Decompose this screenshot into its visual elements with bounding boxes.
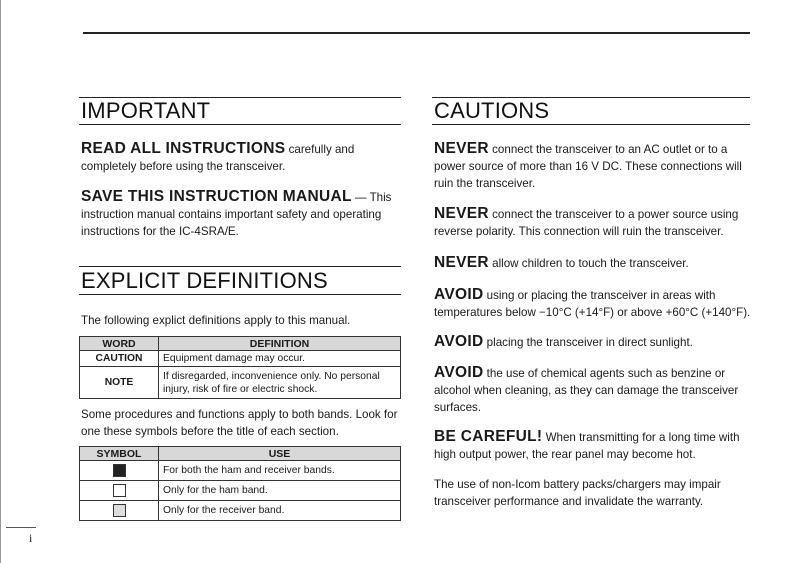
definitions-heading [79,266,401,295]
use-cell: For both the ham and receiver bands. [159,461,401,481]
use-cell: Only for the receiver band. [159,501,401,521]
definition-cell: If disregarded, inconvenience only. No personal injury, risk of fire or electric shock. [159,367,401,399]
save-manual-text: — This instruction manual contains important safety and operating instructions for the IC-4SRA/E. [81,191,392,238]
caution-lead: NEVER [434,140,489,157]
cautions-title: CAUTIONS [434,98,550,123]
definitions-table [79,336,401,399]
use-header: USE [159,447,401,461]
definition-cell: Equipment damage may occur. [159,351,401,367]
caution-text: connect the transceiver to a power source using reverse polarity. This connection will ruin the transceiver. [434,208,739,238]
save-manual-paragraph [81,188,399,240]
symbol-header: SYMBOL [80,447,159,461]
read-instructions-lead: READ ALL INSTRUCTIONS [81,140,286,157]
definitions-intro: The following explict definitions apply to this manual. [81,314,351,327]
table-row [80,351,401,367]
symbol-cell [80,481,159,501]
caution-item [434,286,752,321]
caution-lead: NEVER [434,254,489,271]
symbol-cell [80,461,159,481]
caution-text: the use of chemical agents such as benzine or alcohol when cleaning, as they can damage the transceiver surfaces. [434,367,739,414]
caution-text: allow children to touch the transceiver. [488,257,689,270]
caution-lead: AVOID [434,364,484,381]
use-cell: Only for the ham band. [159,481,401,501]
battery-warning: The use of non-Icom battery packs/chargers may impair transceiver performance and invalidate the warranty. [434,478,721,508]
caution-lead: NEVER [434,205,489,222]
table-row [80,481,401,501]
important-heading [79,97,401,125]
page-number-rule [6,527,36,528]
save-manual-lead: SAVE THIS INSTRUCTION MANUAL [81,188,352,205]
caution-item [434,364,752,416]
word-cell: NOTE [80,367,159,399]
cautions-heading [432,97,750,125]
page-edge [0,0,1,563]
caution-lead: AVOID [434,286,484,303]
definitions-title: EXPLICIT DEFINITIONS [81,268,328,293]
caution-lead: BE CAREFUL! [434,428,543,445]
caution-item [434,140,752,192]
word-header: WORD [80,337,159,351]
top-rule [83,32,750,34]
table-row [80,501,401,521]
caution-text: connect the transceiver to an AC outlet or to a power source of more than 16 V DC. These connections will ruin the transceiver. [434,143,742,190]
filled-square-icon [113,464,126,477]
caution-text: placing the transceiver in direct sunlight. [483,336,693,349]
caution-item [434,333,752,351]
page-number: i [29,531,33,545]
caution-text: When transmitting for a long time with high output power, the rear panel may become hot. [434,431,740,461]
empty-square-icon [113,484,126,497]
important-title: IMPORTANT [81,98,211,123]
caution-item [434,205,752,240]
caution-text: using or placing the transceiver in areas with temperatures below −10°C (+14°F) or above +60°C (+140°F). [434,289,751,319]
definition-header: DEFINITION [159,337,401,351]
definitions-header-row [80,337,401,351]
caution-lead: AVOID [434,333,484,350]
bands-intro: Some procedures and functions apply to both bands. Look for one these symbols before the title of each section. [81,408,398,438]
caution-item [434,428,752,463]
caution-item [434,254,752,272]
read-instructions-text: carefully and completely before using the transceiver. [81,143,355,173]
shaded-square-icon [113,504,126,517]
symbols-table [79,446,401,521]
symbols-header-row [80,447,401,461]
symbol-cell [80,501,159,521]
table-row [80,367,401,399]
read-instructions-paragraph [81,140,399,175]
word-cell: CAUTION [80,351,159,367]
table-row [80,461,401,481]
